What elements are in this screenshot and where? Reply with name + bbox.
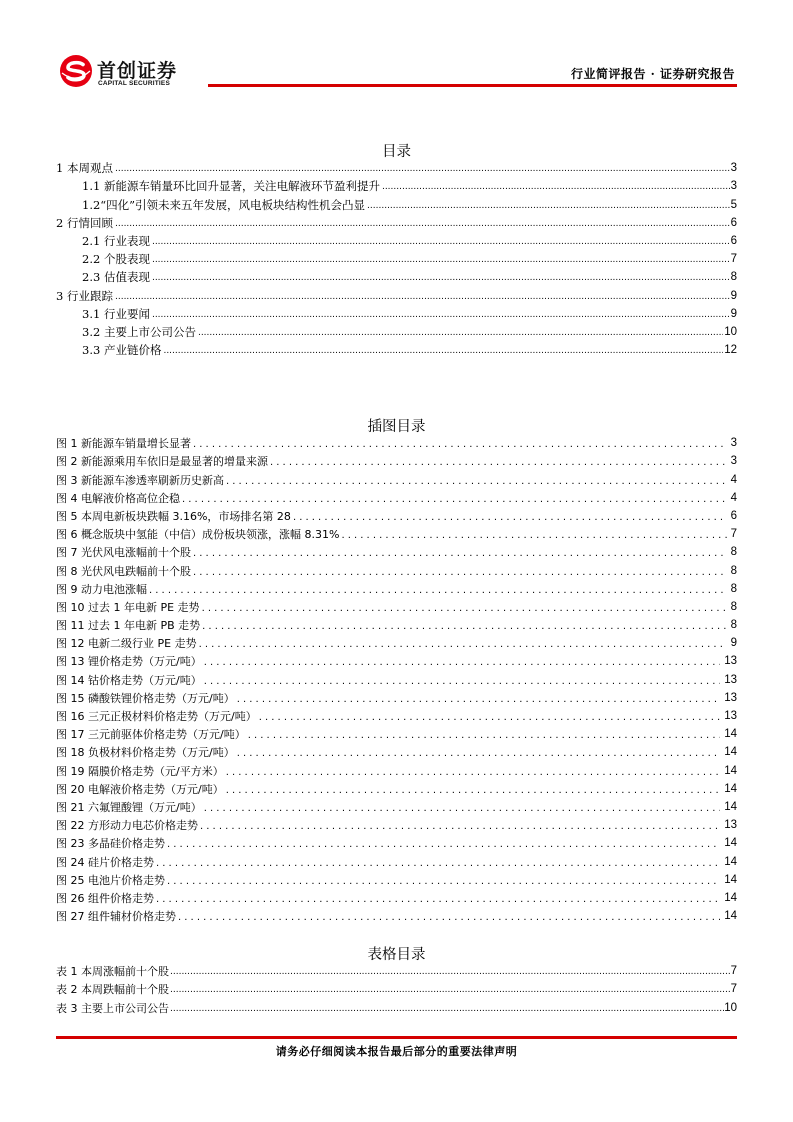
- figure-entry-label: 图 25 电池片价格走势: [56, 873, 165, 887]
- toc-item[interactable]: [56, 285, 737, 303]
- figure-entry[interactable]: [56, 651, 737, 669]
- toc-item[interactable]: [56, 176, 737, 194]
- toc-item-label: 3.2 主要上市公司公告: [56, 325, 198, 340]
- toc-item-label: 1 本周观点: [56, 161, 113, 176]
- figure-entry-label: 图 2 新能源乘用车依旧是最显著的增量来源: [56, 455, 268, 469]
- figure-entry-label: 图 6 概念版块中氢能（中信）成份板块领涨，涨幅 8.31%: [56, 528, 340, 542]
- figure-entry-page: 6: [730, 509, 737, 522]
- dot-leader: [259, 711, 721, 724]
- figure-entry-label: 图 14 钴价格走势（万元/吨）: [56, 673, 202, 687]
- dot-leader: [382, 181, 730, 194]
- table-entry-label: 表 2 本周跌幅前十个股: [56, 983, 169, 997]
- figure-entry-page: 14: [724, 891, 737, 904]
- figure-entry[interactable]: [56, 688, 737, 706]
- figure-entry-label: 图 18 负极材料价格走势（万元/吨）: [56, 746, 235, 760]
- dot-leader: [115, 291, 730, 304]
- figure-entry-page: 14: [724, 910, 737, 923]
- tables-list-title: 表格目录: [367, 947, 426, 963]
- dot-leader: [226, 784, 721, 797]
- figure-entry[interactable]: [56, 633, 737, 651]
- table-of-contents: [56, 158, 737, 358]
- figure-entry-label: 图 10 过去 1 年电新 PE 走势: [56, 600, 200, 614]
- toc-item-label: 2.3 估值表现: [56, 270, 152, 285]
- dot-leader: [170, 984, 731, 997]
- company-logo: [59, 54, 209, 90]
- figure-entry-page: 3: [730, 437, 737, 450]
- toc-item-page: 9: [730, 307, 737, 320]
- figure-entry[interactable]: [56, 469, 737, 487]
- dot-leader: [156, 893, 720, 906]
- figure-entry-label: 图 9 动力电池涨幅: [56, 582, 147, 596]
- table-entry-page: 7: [730, 983, 737, 996]
- dot-leader: [193, 438, 727, 451]
- toc-item-label: 2.2 个股表现: [56, 252, 152, 267]
- figure-entry-label: 图 22 方形动力电芯价格走势: [56, 819, 198, 833]
- dot-leader: [341, 529, 726, 542]
- toc-item-label: 2.1 行业表现: [56, 234, 152, 249]
- dot-leader: [204, 675, 721, 688]
- figure-entry[interactable]: [56, 833, 737, 851]
- figure-entry-label: 图 13 锂价格走势（万元/吨）: [56, 655, 202, 669]
- figure-entry[interactable]: [56, 906, 737, 924]
- toc-item-label: 2 行情回顾: [56, 215, 113, 230]
- dot-leader: [167, 875, 720, 888]
- figure-entry-label: 图 7 光伏风电涨幅前十个股: [56, 546, 191, 560]
- table-entry[interactable]: [56, 961, 737, 979]
- figure-entry[interactable]: [56, 524, 737, 542]
- figure-entry[interactable]: [56, 779, 737, 797]
- figure-entry-label: 图 26 组件价格走势: [56, 891, 154, 905]
- figure-entry[interactable]: [56, 815, 737, 833]
- figure-entry-page: 8: [730, 582, 737, 595]
- dot-leader: [199, 638, 727, 651]
- figure-entry[interactable]: [56, 488, 737, 506]
- figure-entry-label: 图 15 磷酸铁锂价格走势（万元/吨）: [56, 691, 235, 705]
- figure-entry-page: 13: [724, 691, 737, 704]
- toc-item-label: 1.1 新能源车销量环比回升显著，关注电解液环节盈利提升: [56, 179, 382, 194]
- dot-leader: [152, 254, 730, 267]
- figure-entry-page: 9: [730, 637, 737, 650]
- table-entry-page: 10: [724, 1001, 737, 1014]
- figure-entry-label: 图 20 电解液价格走势（万元/吨）: [56, 782, 224, 796]
- figure-entry[interactable]: [56, 706, 737, 724]
- legal-disclaimer-note: 请务必仔细阅读本报告最后部分的重要法律声明: [275, 1045, 518, 1058]
- figure-entry-page: 3: [730, 455, 737, 468]
- figure-entry-page: 8: [730, 564, 737, 577]
- figure-entry-page: 4: [730, 473, 737, 486]
- dot-leader: [193, 547, 727, 560]
- dot-leader: [115, 218, 730, 231]
- toc-item[interactable]: [56, 267, 737, 285]
- dot-leader: [226, 475, 727, 488]
- dot-leader: [270, 456, 727, 469]
- figure-entry[interactable]: [56, 724, 737, 742]
- list-of-figures: [56, 433, 737, 924]
- toc-item-page: 3: [730, 162, 737, 175]
- figure-entry[interactable]: [56, 542, 737, 560]
- figure-entry-label: 图 3 新能源车渗透率刷新历史新高: [56, 473, 224, 487]
- figure-entry-page: 14: [724, 782, 737, 795]
- figure-entry[interactable]: [56, 669, 737, 687]
- dot-leader: [367, 200, 730, 213]
- figure-entry-label: 图 12 电新二级行业 PE 走势: [56, 637, 197, 651]
- figure-entry[interactable]: [56, 870, 737, 888]
- toc-item[interactable]: [56, 322, 737, 340]
- dot-leader: [198, 327, 723, 340]
- figure-entry-page: 8: [730, 619, 737, 632]
- report-type-label: 行业简评报告 · 证券研究报告: [570, 67, 735, 81]
- figure-entry[interactable]: [56, 597, 737, 615]
- toc-item-page: 5: [730, 198, 737, 211]
- figure-entry[interactable]: [56, 579, 737, 597]
- header-divider: [208, 84, 737, 87]
- footer-divider: [56, 1036, 737, 1039]
- figure-entry-label: 图 5 本周电新板块跌幅 3.16%，市场排名第 28: [56, 509, 291, 523]
- toc-item-label: 1.2“四化”引领未来五年发展，风电板块结构性机会凸显: [56, 198, 367, 213]
- figure-entry-label: 图 8 光伏风电跌幅前十个股: [56, 564, 191, 578]
- figure-entry[interactable]: [56, 615, 737, 633]
- figure-entry-label: 图 19 隔膜价格走势（元/平方米）: [56, 764, 224, 778]
- toc-item-page: 7: [730, 253, 737, 266]
- toc-item-page: 12: [724, 344, 737, 357]
- dot-leader: [237, 693, 721, 706]
- dot-leader: [152, 272, 730, 285]
- toc-item[interactable]: [56, 249, 737, 267]
- figure-entry-page: 4: [730, 491, 737, 504]
- dot-leader: [156, 857, 720, 870]
- toc-item[interactable]: [56, 231, 737, 249]
- dot-leader: [182, 493, 727, 506]
- dot-leader: [152, 309, 730, 322]
- toc-item-label: 3 行业跟踪: [56, 288, 113, 303]
- dot-leader: [152, 236, 730, 249]
- logo-chinese-name: 首创证券: [97, 60, 178, 82]
- dot-leader: [193, 566, 727, 579]
- toc-item[interactable]: [56, 340, 737, 358]
- figure-entry-page: 13: [724, 710, 737, 722]
- figure-entry-page: 14: [724, 873, 737, 886]
- dot-leader: [149, 584, 727, 597]
- dot-leader: [170, 966, 731, 979]
- table-entry[interactable]: [56, 979, 737, 997]
- page-header: [0, 0, 793, 100]
- figure-entry-label: 图 24 硅片价格走势: [56, 855, 154, 869]
- toc-item-page: 3: [730, 180, 737, 193]
- figure-entry-label: 图 21 六氟锂酸锂（万元/吨）: [56, 800, 202, 814]
- figure-entry[interactable]: [56, 797, 737, 815]
- toc-item-page: 6: [730, 234, 737, 247]
- toc-item-label: 3.1 行业要闻: [56, 307, 152, 322]
- toc-item-page: 10: [724, 325, 737, 338]
- dot-leader: [167, 838, 720, 851]
- dot-leader: [163, 345, 723, 358]
- dot-leader: [178, 911, 720, 924]
- figure-entry-label: 图 11 过去 1 年电新 PB 走势: [56, 619, 201, 633]
- toc-item[interactable]: [56, 213, 737, 231]
- figure-entry-label: 图 23 多晶硅价格走势: [56, 837, 165, 851]
- dot-leader: [226, 766, 721, 779]
- table-entry[interactable]: [56, 997, 737, 1015]
- toc-item[interactable]: [56, 194, 737, 212]
- figure-entry[interactable]: [56, 760, 737, 778]
- dot-leader: [204, 656, 721, 669]
- figure-entry[interactable]: [56, 433, 737, 451]
- figure-entry[interactable]: [56, 451, 737, 469]
- toc-title: 目录: [382, 144, 411, 160]
- figure-entry-page: 14: [724, 800, 737, 813]
- toc-item[interactable]: [56, 304, 737, 322]
- toc-item[interactable]: [56, 158, 737, 176]
- figure-entry-page: 13: [724, 655, 737, 668]
- figure-entry-page: 14: [724, 746, 737, 759]
- figure-entry-page: 14: [724, 764, 737, 777]
- table-entry-page: 7: [730, 965, 737, 978]
- figure-entry-label: 图 16 三元正极材料价格走势（万元/吨）: [56, 710, 257, 723]
- toc-item-page: 8: [730, 271, 737, 284]
- figure-entry[interactable]: [56, 851, 737, 869]
- dot-leader: [204, 802, 721, 815]
- figure-entry-label: 图 4 电解液价格高位企稳: [56, 491, 180, 505]
- dot-leader: [202, 620, 726, 633]
- figure-entry-label: 图 17 三元前驱体价格走势（万元/吨）: [56, 728, 246, 742]
- figure-entry-page: 13: [724, 819, 737, 832]
- figure-entry-page: 8: [730, 546, 737, 559]
- list-of-tables: [56, 961, 737, 1016]
- figure-entry-label: 图 27 组件辅材价格走势: [56, 910, 176, 924]
- toc-item-label: 3.3 产业链价格: [56, 343, 163, 358]
- logo-english-name: CAPITAL SECURITIES: [98, 80, 170, 87]
- dot-leader: [202, 602, 727, 615]
- figure-entry[interactable]: [56, 560, 737, 578]
- table-entry-label: 表 1 本周涨幅前十个股: [56, 965, 169, 979]
- dot-leader: [115, 163, 730, 176]
- dot-leader: [170, 1003, 724, 1016]
- figure-entry[interactable]: [56, 506, 737, 524]
- figure-entry-label: 图 1 新能源车销量增长显著: [56, 437, 191, 451]
- figure-entry-page: 7: [730, 528, 737, 541]
- dot-leader: [293, 511, 727, 524]
- figure-entry[interactable]: [56, 742, 737, 760]
- table-entry-label: 表 3 主要上市公司公告: [56, 1001, 169, 1015]
- capital-securities-logo-icon: [59, 54, 93, 88]
- toc-item-page: 6: [730, 216, 737, 229]
- figure-entry[interactable]: [56, 888, 737, 906]
- figure-entry-page: 14: [724, 855, 737, 868]
- figures-list-title: 插图目录: [367, 419, 426, 435]
- dot-leader: [248, 729, 721, 742]
- figure-entry-page: 14: [724, 728, 737, 741]
- dot-leader: [200, 820, 720, 833]
- figure-entry-page: 14: [724, 837, 737, 850]
- dot-leader: [237, 747, 721, 760]
- toc-item-page: 9: [730, 289, 737, 302]
- figure-entry-page: 8: [730, 600, 737, 613]
- figure-entry-page: 13: [724, 673, 737, 686]
